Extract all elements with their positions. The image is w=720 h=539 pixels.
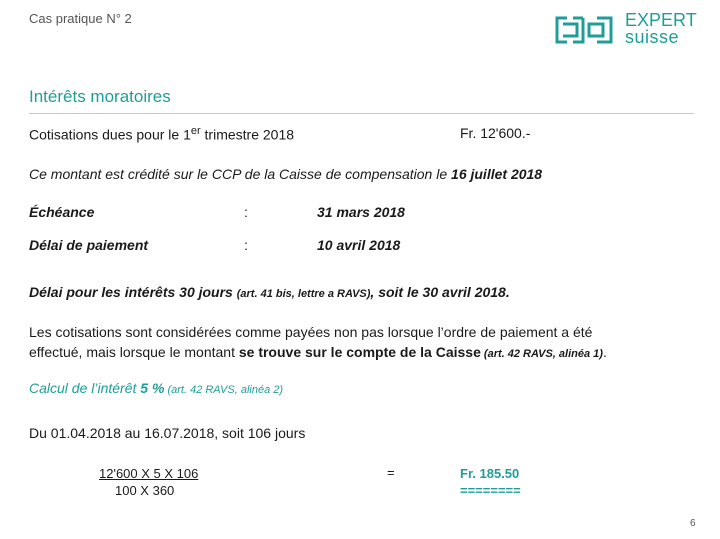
formula-result: Fr. 185.50 ======== — [460, 466, 521, 498]
due-date-label: Échéance — [29, 204, 95, 220]
contributions-amount: Fr. 12'600.- — [460, 125, 531, 141]
credit-sentence: Ce montant est crédité sur le CCP de la Caisse de compensation le 16 juillet 2018 — [29, 166, 543, 182]
formula-denominator: 100 X 360 — [115, 483, 175, 498]
logo-line2: suisse — [625, 27, 680, 47]
interest-calc-heading: Calcul de l’intérêt 5 % (art. 42 RAVS, alinéa 2) — [29, 380, 284, 396]
payment-rule-paragraph: Les cotisations sont considérées comme payées non pas lorsque l’ordre de paiement a été effectué, mais lorsque le montant se trouve sur le compte de la Caisse (art. 42 RAVS, alinéa 1). — [29, 324, 607, 360]
title-divider — [29, 113, 694, 114]
interest-rate: 5 % — [140, 380, 165, 396]
credit-date: 16 juillet 2018 — [451, 166, 543, 182]
expert-suisse-logo — [553, 12, 703, 48]
logo-line1: EXPERT — [625, 10, 697, 30]
due-date-colon: : — [244, 204, 248, 220]
payment-deadline-label: Délai de paiement — [29, 237, 149, 253]
contributions-label: Cotisations dues pour le 1er trimestre 2018 — [29, 125, 295, 143]
page-title: Intérêts moratoires — [29, 87, 171, 106]
interest-delay-line: Délai pour les intérêts 30 jours (art. 41 bis, lettre a RAVS), soit le 30 avril 2018. — [29, 284, 510, 300]
payment-deadline-colon: : — [244, 237, 248, 253]
page-number: 6 — [690, 518, 696, 529]
formula-numerator: 12'600 X 5 X 106 — [99, 466, 199, 481]
slide-header-label: Cas pratique N° 2 — [29, 11, 132, 26]
due-date-value: 31 mars 2018 — [317, 204, 405, 220]
payment-deadline-value: 10 avril 2018 — [317, 237, 401, 253]
formula-equals: = — [387, 465, 395, 480]
interest-formula — [99, 465, 198, 499]
logo-mark-icon — [553, 14, 615, 46]
period-line: Du 01.04.2018 au 16.07.2018, soit 106 jours — [29, 425, 306, 441]
